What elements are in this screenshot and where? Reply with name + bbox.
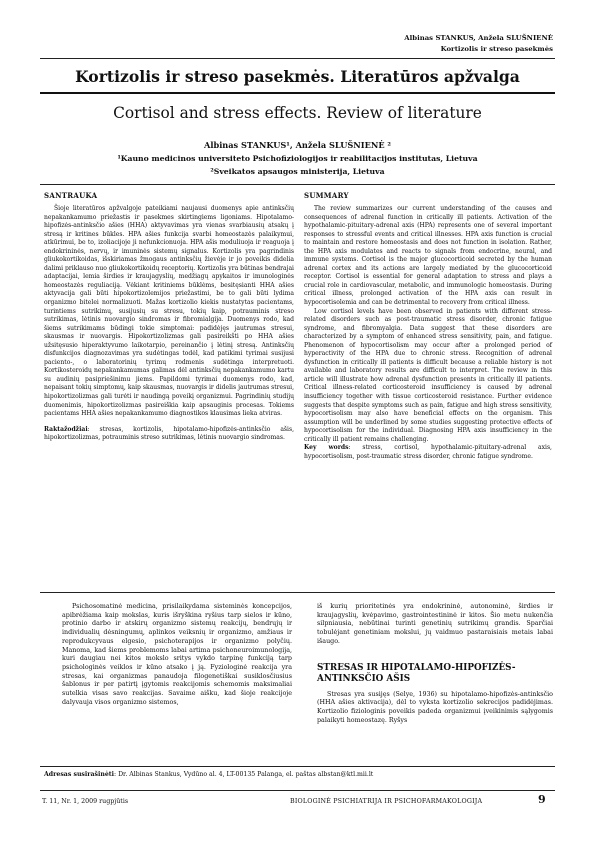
affiliation-1: ¹Kauno medicinos universiteto Psichofiziologijos ir reabilitacijos institutas, Lietuva (117, 154, 478, 163)
keywords-text: : stress, cortisol, hypothalamic-pituitary-adrenal axis, hypocortisolism, post-traumatic stress disorder, chronic fatigue syndrome. (304, 444, 552, 460)
section-heading: STRESAS IR HIPOTALAMO-HIPOFIZĖS-ANTINKSČIO AŠIS (317, 662, 516, 684)
header-rule (40, 58, 555, 59)
affiliation-2: ²Sveikatos apsaugos ministerija, Lietuva (210, 167, 385, 176)
author-list: Albinas STANKUS¹, Anžela SLUŠNIENĖ ² (204, 140, 391, 150)
santrauka-paragraph: Šioje literatūros apžvalgoje pateikiami naujausi duomenys apie antinksčių nepakankamumo priežastis ir pasekmes skirtingiems ligoniams. Hipotalamo-hipofizės-antinksčio ašies (HHA) aktyvavimas yra vienas svarbiausių atsakų į stresą ir kritines būkles. HPA ašies funkcija svarbi homeostazės palaikymui, atkūrimui, be to, izoliacijoje ji nefunkcionuoja. HPA ašis moduliuoja ir reaguoja į endokrininės, nervų, ir imuninės sistemų signalus. Kortizolis yra pagrindinis gliukokortikoidas, išskiriamas žmogaus antinksčių žievėje ir jo poveikis didelia dalimi priklauso nuo gliukokortikoidų receptorių. Kortizolis yra būtinas bendrajai adaptacijai, lemia širdies ir kraujagyslių, medžiagų apykaitos ir imunologinės homeostazės reguliaciją. Vėkiant kritiniems būklėms, besitęsianti HHA ašies aktyvacija gali būti hipokortizolemijos priežastimi, be to gali būti lydima organizmo bitelei normalizuoti. Mažas kortizolio kiekis nustatytas pacientams, turintiems sutrikimų, susijusių su stresu, tokių kaip, potrauminis streso sutrikimas, lėtinis nuovargio sindromas ir fibromialgija. Duomenys rodo, kad šiems sutrikimams būdingi tokie simptomai: padidėjęs jautrumas stresui, skausmas ir nuovargis. Hipokortizolizmas gali pasireikšti po HHA ašies užsitęsusio hiperaktyvumo laikotarpio, pereinančio į lėtinį stresą. Antinksčių disfunkcijos diagnozavimas yra sudėtingas todėl, kad patikimi tyrimai susijusi paciento-, o laboratorinių tyrimų rodmenis sudėtinga interpretuoti. Kortikosteroidų nepakankamumas galimas dėl antinksčių nepakankamumo kartu su audinių pasipriešinimu jiems. Papildomi tyrimai duomenys rodo, kad, nepaisant tokių simptomų, kaip skausmas, nuovargis ir didelis jautrumas stresui, hipokortizolizmas gali turėti ir naudingą poveikį organizmui. Pagrindinių studijų duomenimis, hipokortizolizmas pasireiškia kaip apsauginis procesas. Tokiems pacientams HHA ašies nepakankamumo diagnostikos klausimas lieka atviras. (44, 205, 294, 418)
body-paragraph: iš kurių prioritetinės yra endokrininė, autonominė, širdies ir kraujagyslių, kvėpavimo, gastrointestininė ir kitos. Šio metu nukenčia silpniausia, nebūtinai turinti genetinių sutrikimų grandis. Sparčiai tobulėjant genetiniam mokslui, jų vaidmuo pastaraisiais metais labai išaugo. (317, 603, 553, 645)
santrauka-text (44, 205, 294, 443)
body-left-column (62, 603, 292, 707)
summary-paragraph: Low cortisol levels have been observed in patients with different stress-related disorders such as post-traumatic stress disorder, chronic fatigue syndrome, and fibromyalgia. Data suggest that these disorders are characterized by a symptom of enhanced stress sensitivity, pain, and fatigue. Phenomenon of hypocortisolism may occur after a prolonged period of hyperactivity of the HPA due to chronic stress. Recognition of adrenal dysfunction in critically ill patients is difficult because a reliable history is not available and laboratory results are difficult to interpret. The review in this article will illustrate how adrenal dysfunction presents in critically ill patients. Critical illness-related corticosteroid insufficiency is caused by adrenal insufficiency together with tissue corticosteroid resistance. Further evidence suggests that despite symptoms such as pain, fatigue and high stress sensitivity, hypocortisolism may also have beneficial effects on the organism. This assumption will be underlined by some studies suggesting protective effects of hypocortisolism for the individual. Diagnosing HPA axis insufficiency in the critically ill patient remains challenging. (304, 307, 552, 443)
running-header-title: Kortizolis ir streso pasekmės (440, 45, 553, 53)
title-lithuanian: Kortizolis ir streso pasekmės. Literatūros apžvalga (75, 67, 520, 86)
footnote-rule (40, 766, 555, 767)
body-paragraph: Psichosomatinė medicina, prisilaikydama sisteminės koncepcijos, apibrėžiama kaip mokslas, kuris išryškina ryšius tarp sielos ir kūno, protinio darbo ir atskirų organizmo sistemų reakcijų, bendrųjų ir individualių dėsningumų, aplinkos veiksnių ir organizmo, amžiaus ir reprodukcyvaus elgesio, psichoterapijos ir organizmo polyčių. Manoma, kad šiems problemoms labai artima psichoneuroimunologija, kuri daugiau nei kitos mokslo sritys vykdo tarpinę funkciją tarp psichologinės veiklos ir kūno atsako į ją. Fyziologinė reakcija yra stresas, kai organizmas panaudoja filogenetiškai susiklosčiusius šablonus ir per patirtį įgytomis reakcijomis schemomis maksimaliai sutelkia visas savo reakcijas. Savaime aišku, kad šioje reakcijoje dalyvauja visos organizmo sistemos, (62, 603, 292, 706)
footnote-label: Adresas susirašinėti (44, 771, 115, 778)
footer-rule (40, 790, 555, 791)
running-header-authors: Albinas STANKUS, Anžela SLUŠNIENĖ (404, 34, 553, 42)
issue-info: T. 11, Nr. 1, 2009 rugpjūtis (42, 798, 129, 805)
summary-heading: SUMMARY (304, 191, 349, 200)
abstract-top-rule (40, 184, 555, 185)
title-english: Cortisol and stress effects. Review of literature (113, 104, 482, 122)
footnote-text: : Dr. Albinas Stankus, Vydūno al. 4, LT-00135 Palanga, el. paštas albstan@ktl.mii.lt (114, 771, 374, 778)
body-right-column (317, 603, 553, 725)
keywords-text: : stresas, kortizolis, hipotalamo-hipofizės-antinksčio ašis, hipokortizolizmas, potrauminis streso sutrikimas, lėtinis nuovargio sindromas. (44, 425, 294, 442)
summary-paragraph: The review summarizes our current understanding of the causes and consequences of adrenal function in critically ill patients. Activation of the hypothalamic-pituitary-adrenal axis (HPA) represents one of several important responses to stressful events and critical illnesses. HPA axis function is crucial to maintain and restore homeostasis and does not function in isolation. Rather, the HPA axis modulates and reacts to signals from endocrine, neural, and immune systems. Cortisol is the major glucocorticoid secreted by the human adrenal cortex and its actions are largely mediated by the glucocorticoid receptor. Cortisol is essential for general adaptation to stress and plays a crucial role in cardiovascular, metabolic, and immunologic homeostasis. During critical illness, prolonged activation of the HPA axis can result in hypocortisolemia and can be detrimental to recovery from critical illness. (304, 205, 552, 307)
summary-keywords (304, 444, 552, 461)
santrauka-keywords (44, 426, 294, 443)
santrauka-heading: SANTRAUKA (44, 191, 98, 200)
summary-text (304, 205, 552, 461)
title-rule (40, 92, 555, 94)
keywords-label: Raktažodžiai (44, 425, 88, 433)
correspondence-footnote (44, 771, 554, 778)
journal-name: BIOLOGINĖ PSICHIATRIJA IR PSICHOFARMAKOLOGIJA (290, 798, 483, 805)
page-number: 9 (538, 793, 546, 806)
section-paragraph: Stresas yra susijęs (Selye, 1936) su hipotalamo-hipofizės-antinksčio (HHA ašies aktivacija), dėl to vyksta kortizolio sekrecijos padidėjimas. Kortizolio fiziologinis poveikis padeda organizmui įveikinimis sąlygomis palaikyti homeostazę. Ryšys (317, 690, 553, 724)
keywords-label: Key words (304, 444, 349, 452)
abstract-bottom-rule (40, 592, 555, 593)
